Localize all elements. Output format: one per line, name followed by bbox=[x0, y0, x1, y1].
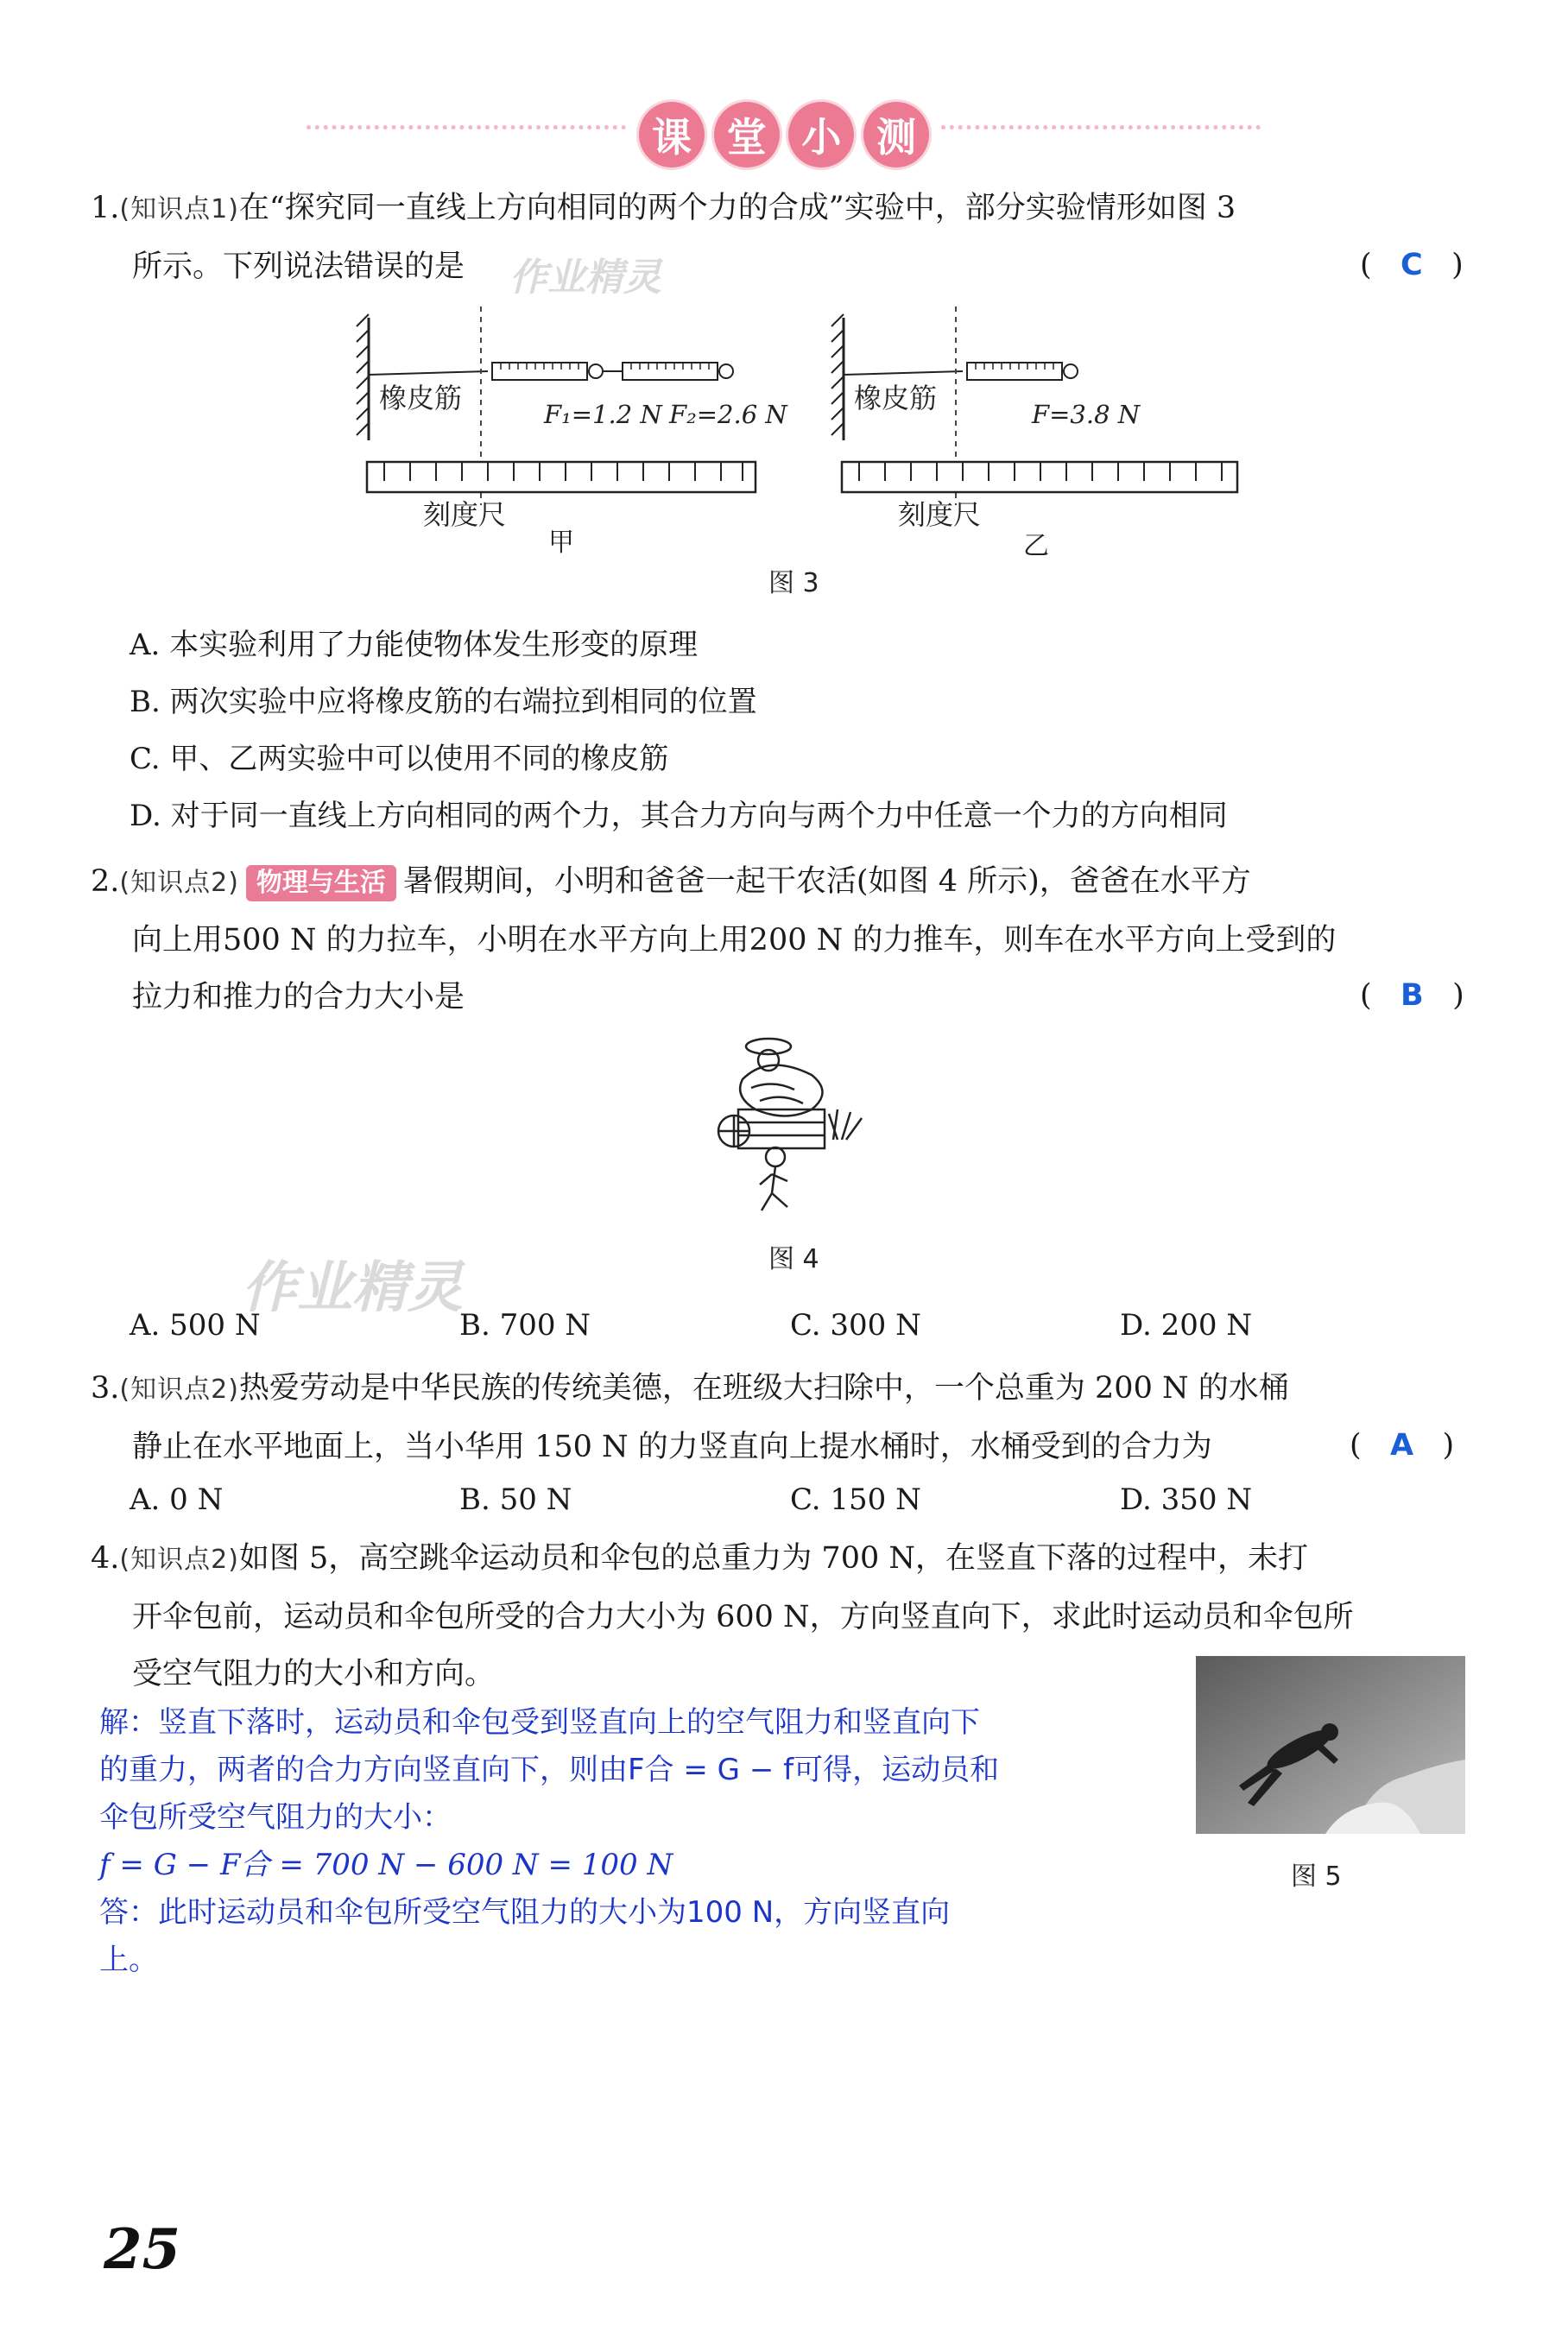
q2-line-1 bbox=[91, 853, 1472, 912]
q3-answer-box: ( A ) bbox=[1350, 1428, 1455, 1463]
q1-answer-box: ( C ) bbox=[1360, 248, 1464, 282]
solution-line-1: 解：竖直下落时，运动员和伞包受到竖直向上的空气阻力和竖直向下 bbox=[99, 1705, 980, 1740]
header-dots-right bbox=[941, 125, 1261, 130]
solution-line-5: 答：此时运动员和伞包所受空气阻力的大小为100 N，方向竖直向 bbox=[99, 1895, 951, 1930]
figure-3-right-ruler-label: 刻度尺 bbox=[898, 498, 982, 531]
q2-answer-box: ( B ) bbox=[1360, 978, 1464, 1013]
section-title bbox=[639, 102, 929, 171]
q2-text-1: 暑假期间，小明和爸爸一起干农活(如图 4 所示)，爸爸在水平方 bbox=[402, 864, 1251, 899]
figure-3-right-caption: 乙 bbox=[1023, 531, 1049, 561]
title-char: 测 bbox=[863, 102, 929, 167]
q4-knowledge-point: (知识点2) bbox=[119, 1545, 239, 1575]
figure-3-right bbox=[831, 307, 1237, 561]
q2-option-d: D. 200 N bbox=[1120, 1308, 1253, 1343]
q2-knowledge-point: (知识点2) bbox=[119, 868, 239, 898]
figure-3 bbox=[350, 302, 1248, 561]
q4-line-2: 开伞包前，运动员和伞包所受的合力大小为 600 N，方向竖直向下，求此时运动员和伞包所 bbox=[132, 1600, 1354, 1634]
q4-text-1: 如图 5，高空跳伞运动员和伞包的总重力为 700 N，在竖直下落的过程中，未打 bbox=[238, 1541, 1308, 1576]
watermark-text: 作业精灵 bbox=[242, 1256, 463, 1320]
q1-option-d: D. 对于同一直线上方向相同的两个力，其合力方向与两个力中任意一个力的方向相同 bbox=[130, 799, 1228, 833]
q3-knowledge-point: (知识点2) bbox=[119, 1375, 239, 1405]
q1-answer: C bbox=[1400, 248, 1423, 282]
q4-line-1 bbox=[91, 1530, 1472, 1589]
question-1 bbox=[91, 180, 1472, 295]
q4-line-3: 受空气阻力的大小和方向。 bbox=[132, 1657, 496, 1691]
q4-solution bbox=[99, 1699, 1135, 1984]
figure-3-right-rubber-label: 橡皮筋 bbox=[854, 382, 938, 414]
q3-option-a: A. 0 N bbox=[130, 1482, 224, 1517]
figure-3-left-ruler-label: 刻度尺 bbox=[423, 498, 507, 531]
solution-line-3: 伞包所受空气阻力的大小： bbox=[99, 1800, 452, 1835]
figure-3-left-f2: F₂=2.6 N bbox=[669, 400, 787, 429]
q3-answer: A bbox=[1390, 1428, 1414, 1463]
figure-3-right-f: F=3.8 N bbox=[1032, 400, 1141, 429]
figure-3-left-f1: F₁=1.2 N bbox=[544, 400, 662, 429]
title-char: 小 bbox=[788, 102, 854, 167]
question-2 bbox=[91, 853, 1472, 1026]
q2-option-b: B. 700 N bbox=[459, 1308, 591, 1343]
figure-4-caption: 图 4 bbox=[768, 1244, 819, 1274]
q1-option-a: A. 本实验利用了力能使物体发生形变的原理 bbox=[130, 628, 699, 662]
solution-line-6: 上。 bbox=[99, 1943, 158, 1977]
q1-number: 1. bbox=[91, 191, 120, 225]
figure-5-skydiver-image bbox=[1196, 1656, 1465, 1834]
q2-option-c: C. 300 N bbox=[790, 1308, 921, 1343]
q3-number: 3. bbox=[91, 1371, 120, 1406]
q1-option-b: B. 两次实验中应将橡皮筋的右端拉到相同的位置 bbox=[130, 685, 757, 719]
figure-3-left bbox=[357, 307, 788, 558]
q2-line-3: 拉力和推力的合力大小是 bbox=[132, 980, 465, 1014]
q2-option-a: A. 500 N bbox=[130, 1308, 261, 1343]
figure-3-left-rubber-label: 橡皮筋 bbox=[379, 382, 463, 414]
q4-number: 4. bbox=[91, 1541, 120, 1576]
page-number: 25 bbox=[104, 2217, 181, 2282]
header-dots-left bbox=[307, 125, 626, 130]
q2-answer: B bbox=[1400, 978, 1424, 1013]
q3-option-c: C. 150 N bbox=[790, 1482, 921, 1517]
q3-option-d: D. 350 N bbox=[1120, 1482, 1253, 1517]
q3-line-1 bbox=[91, 1360, 1472, 1419]
q1-text-1: 在“探究同一直线上方向相同的两个力的合成”实验中，部分实验情形如图 3 bbox=[238, 191, 1236, 225]
q1-option-c: C. 甲、乙两实验中可以使用不同的橡皮筋 bbox=[130, 742, 669, 776]
watermark-text: 作业精灵 bbox=[509, 256, 661, 300]
title-char: 课 bbox=[639, 102, 705, 167]
q3-text-1: 热爱劳动是中华民族的传统美德，在班级大扫除中，一个总重为 200 N 的水桶 bbox=[238, 1371, 1289, 1406]
figure-3-left-caption: 甲 bbox=[548, 528, 574, 558]
q2-line-2: 向上用500 N 的力拉车，小明在水平方向上用200 N 的力推车，则车在水平方向上受到的 bbox=[132, 923, 1337, 958]
figure-3-caption: 图 3 bbox=[768, 568, 819, 598]
figure-4-farm-cart-image bbox=[708, 1027, 881, 1217]
q2-number: 2. bbox=[91, 864, 120, 899]
solution-line-4: f = G − F合 = 700 N − 600 N = 100 N bbox=[99, 1848, 673, 1882]
q1-knowledge-point: (知识点1) bbox=[119, 194, 239, 224]
figure-5-caption: 图 5 bbox=[1291, 1861, 1342, 1892]
q1-line-2: 所示。下列说法错误的是 bbox=[132, 250, 465, 284]
q1-line-1 bbox=[91, 180, 1472, 238]
title-char: 堂 bbox=[714, 102, 780, 167]
solution-line-2: 的重力，两者的合力方向竖直向下，则由F合 = G − f可得，运动员和 bbox=[99, 1753, 1000, 1787]
question-3 bbox=[91, 1360, 1472, 1476]
q3-option-b: B. 50 N bbox=[459, 1482, 572, 1517]
q3-line-2: 静止在水平地面上，当小华用 150 N 的力竖直向上提水桶时，水桶受到的合力为 bbox=[132, 1430, 1212, 1464]
q2-tag: 物理与生活 bbox=[246, 865, 396, 901]
